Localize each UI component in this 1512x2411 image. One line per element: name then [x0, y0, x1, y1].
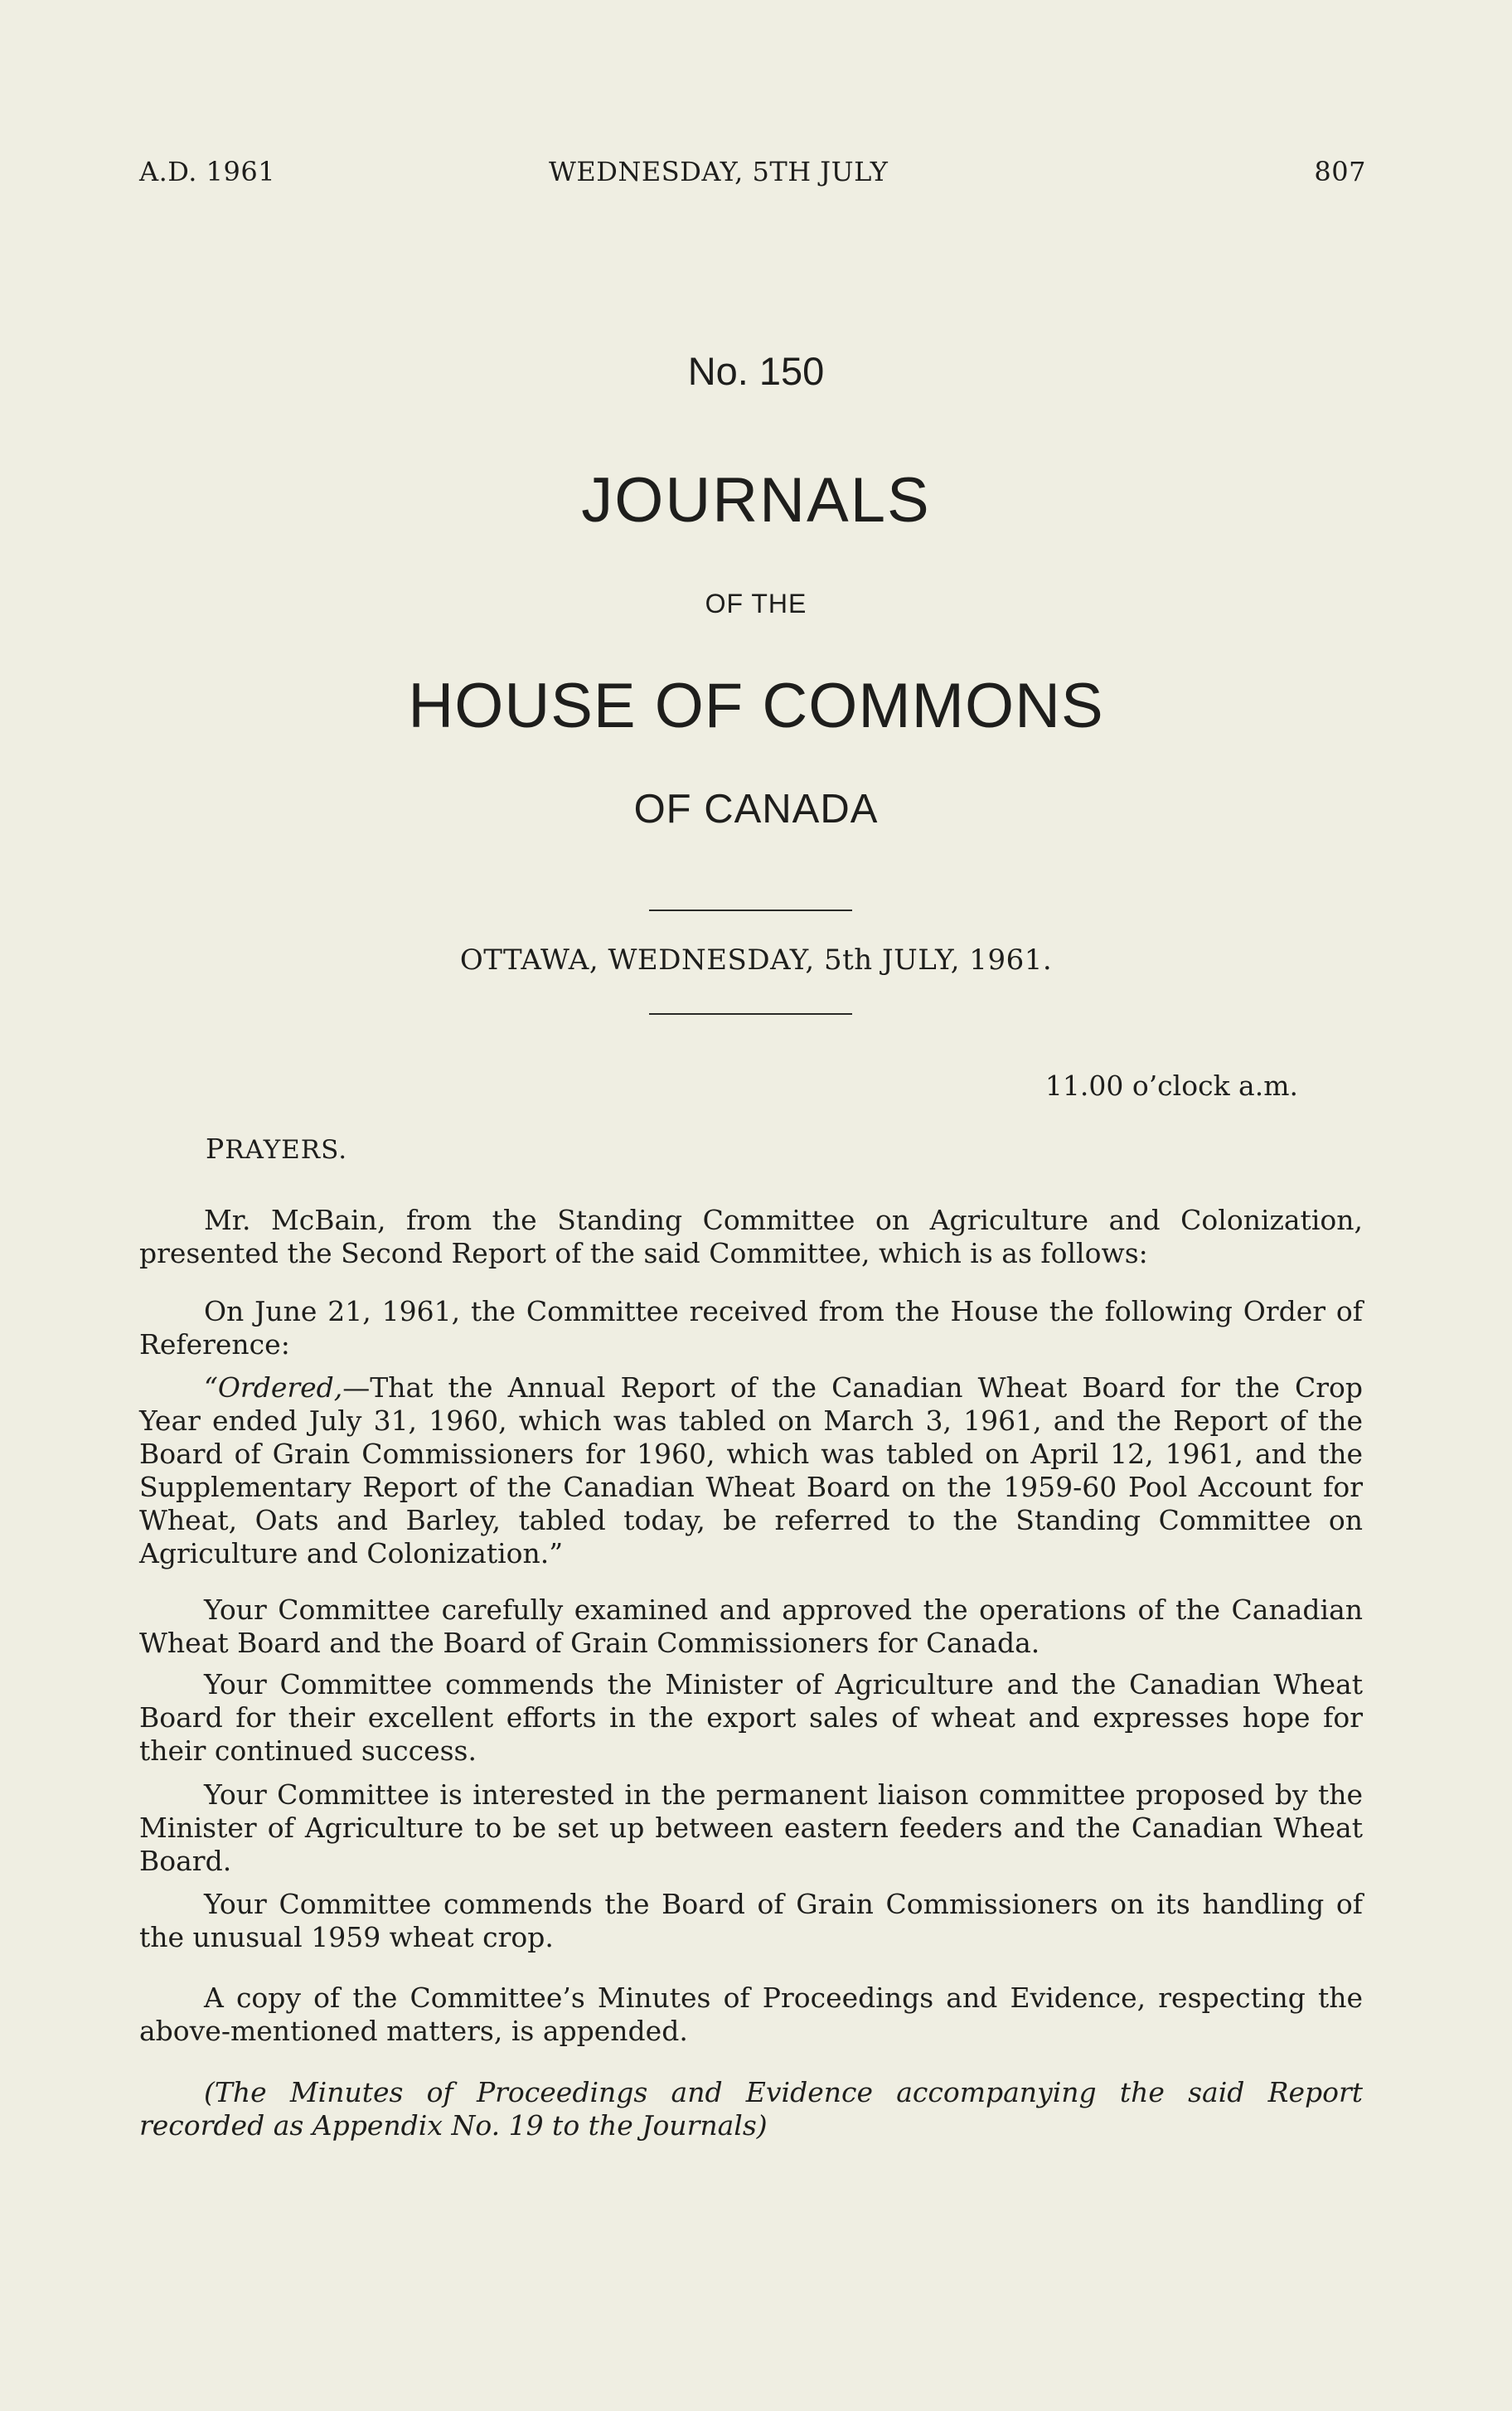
paragraph-order-of-reference [139, 1371, 1363, 1570]
paragraph-text: Your Committee carefully examined and approved the operations of the Canadian Wheat Board and the Board of Grain Commissioners for Canada. [139, 1594, 1363, 1659]
of-canada-subtitle: OF CANADA [633, 787, 879, 832]
paragraph-text: Your Committee is interested in the permanent liaison committee proposed by the Minister of Agriculture to be set up between eastern feeders and the Canadian Wheat Board. [139, 1778, 1363, 1877]
paragraph-minutes-appended [139, 1982, 1363, 2048]
paragraph-text: Your Committee commends the Minister of Agriculture and the Canadian Wheat Board for their excellent efforts in the export sales of wheat and expresses hope for their continued success. [139, 1668, 1363, 1767]
paragraph-text: Your Committee commends the Board of Grain Commissioners on its handling of the unusual 1959 wheat crop. [139, 1888, 1363, 1953]
ordered-text: —That the Annual Report of the Canadian Wheat Board for the Crop Year ended July 31, 1960, which was tabled on March 3, 1961, and the Report of the Board of Grain Commissioners for 1960, which was tabled on April 12, 1961, and the Supplementary Report of the Canadian Wheat Board on the 1959-60 Pool Account for Wheat, Oats and Barley, tabled today, be referred to the Standing Committee on Agriculture and Colonization.” [139, 1371, 1363, 1569]
divider-rule-top [649, 910, 852, 911]
running-header-year: A.D. 1961 [139, 156, 276, 187]
divider-rule-bottom [649, 1013, 852, 1015]
paragraph-text: (The Minutes of Proceedings and Evidence accompanying the said Report recorded as Appendix No. 19 to the Journals) [139, 2076, 1363, 2142]
sitting-time: 11.00 o’clock a.m. [1044, 1070, 1298, 1102]
paragraph-report-presented [139, 1204, 1363, 1270]
paragraph-order-received [139, 1295, 1363, 1361]
ordered-italic: “Ordered, [204, 1371, 343, 1404]
page-number: 807 [1314, 156, 1366, 187]
running-header-date: WEDNESDAY, 5TH JULY [549, 156, 889, 187]
paragraph-commendation-minister [139, 1668, 1363, 1768]
issue-number: No. 150 [687, 349, 825, 393]
paragraph-appendix-note [139, 2076, 1363, 2142]
paragraph-text: On June 21, 1961, the Committee received from the House the following Order of Reference: [139, 1295, 1363, 1361]
prayers-initial: P [206, 1133, 225, 1165]
prayers-rest: RAYERS. [225, 1135, 348, 1165]
paragraph-text: Mr. McBain, from the Standing Committee on Agriculture and Colonization, presented the Second Report of the said Committee, which is as follows: [139, 1204, 1363, 1269]
prayers-heading [206, 1133, 347, 1165]
paragraph-liaison-committee [139, 1778, 1363, 1878]
dateline: OTTAWA, WEDNESDAY, 5th JULY, 1961. [459, 944, 1053, 977]
journals-title: JOURNALS [581, 465, 931, 536]
paragraph-approval [139, 1594, 1363, 1660]
paragraph-commendation-board [139, 1888, 1363, 1954]
house-of-commons-title: HOUSE OF COMMONS [408, 671, 1104, 741]
paragraph-text: A copy of the Committee’s Minutes of Proceedings and Evidence, respecting the above-mentioned matters, is appended. [139, 1982, 1363, 2047]
paragraph-text [139, 1371, 1363, 1570]
of-the-subtitle: OF THE [705, 589, 807, 619]
running-header [139, 156, 1366, 197]
